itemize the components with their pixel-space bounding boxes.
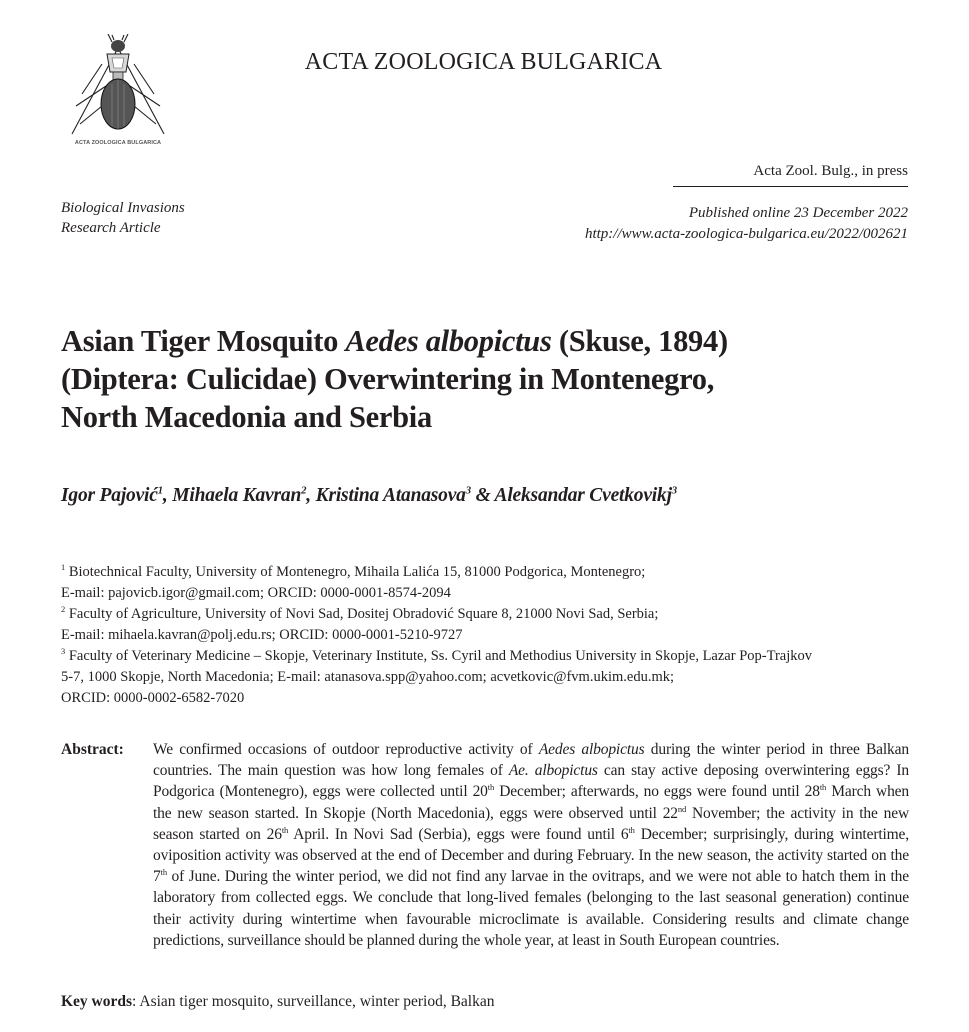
citation: Acta Zool. Bulg., in press <box>753 163 908 179</box>
divider <box>673 186 908 187</box>
article-url[interactable]: http://www.acta-zoologica-bulgarica.eu/2022/002621 <box>584 226 908 242</box>
author: Kristina Atanasova$^3$ & <box>315 484 495 506</box>
journal-title <box>0 49 969 76</box>
author: Igor Pajović$^1$, <box>61 484 173 506</box>
logo-caption: ACTA ZOOLOGICA BULGARICA <box>74 140 162 146</box>
section-tag <box>61 198 185 238</box>
publication-info <box>585 203 908 245</box>
title-line-2: (Diptera: Culicidae) Overwintering in Montenegro, <box>61 362 715 396</box>
affiliation-2: $^2$ Faculty of Agriculture, University of Novi Sad, Dositej Obradović Square 8, 21000 Novi Sad, Serbia; E-mail: mihaela.kavran@polj.edu.rs; ORCID: 0000-0001-5210-9727 <box>61 605 659 643</box>
affiliations <box>61 562 921 709</box>
article-title <box>61 322 821 436</box>
abstract-label: Abstract: <box>61 741 124 758</box>
article-type: Research Article <box>61 220 161 236</box>
species-name: Aedes albopictus <box>345 324 552 358</box>
title-line-3: North Macedonia and Serbia <box>61 400 432 434</box>
affiliation-1: $^1$ Biotechnical Faculty, University of Montenegro, Mihaila Lalića 15, 81000 Podgorica, Montenegro; E-mail: pajovicb.igor@gmail.com; ORCID: 0000-0001-8574-2094 <box>61 563 646 601</box>
abstract-body: We confirmed occasions of outdoor reproductive activity of Aedes albopictus during the winter period in three Balkan countries. The main question was how long females of Ae. albopictus can stay active deposing overwintering eggs? In Podgorica (Montenegro), eggs were collected until 20th December; afterwards, no eggs were found until 28th March when the new season started. In Skopje (North Macedonia), eggs were observed until 22nd November; the activity in the new season started on 26th April. In Novi Sad (Serbia), eggs were found until 6th December; surprisingly, during wintertime, oviposition activity was observed at the end of December and during February. In the new season, the activity started on the 7th of June. During the winter period, we did not find any larvae in the ovitraps, and we were not able to hatch them in the laboratory from collected eggs. We conclude that long-lived females (belonging to the last seasonal generation) continue their activity during wintertime when favourable microclimate is available. Considering results and climate change predictions, surveillance should be planned during the whole year, at least in South European countries. <box>153 741 910 949</box>
title-line-1: Asian Tiger Mosquito Aedes albopictus (Skuse, 1894) <box>61 324 728 358</box>
keywords-text: : Asian tiger mosquito, surveillance, winter period, Balkan <box>132 993 495 1010</box>
published-date: Published online 23 December 2022 <box>688 205 908 221</box>
journal-title-text: ACTA ZOOLOGICA BULGARICA <box>304 49 663 75</box>
author: Mihaela Kavran$^2$, <box>172 484 316 506</box>
keywords-label: Key words <box>61 993 133 1010</box>
affiliation-3: $^3$ Faculty of Veterinary Medicine – Skopje, Veterinary Institute, Ss. Cyril and Methodius University in Skopje, Lazar Pop-Trajkov 5-7, 1000 Skopje, North Macedonia; E-mail: atanasova.spp@yahoo.com; acvetkovic@fvm.ukim.edu.mk; ORCID: 0000-0002-6582-7020 <box>61 647 812 706</box>
keywords <box>61 993 495 1011</box>
author-list <box>61 485 677 507</box>
author: Aleksandar Cvetkovikj$^3$ <box>494 484 677 506</box>
section-name: Biological Invasions <box>61 200 185 216</box>
